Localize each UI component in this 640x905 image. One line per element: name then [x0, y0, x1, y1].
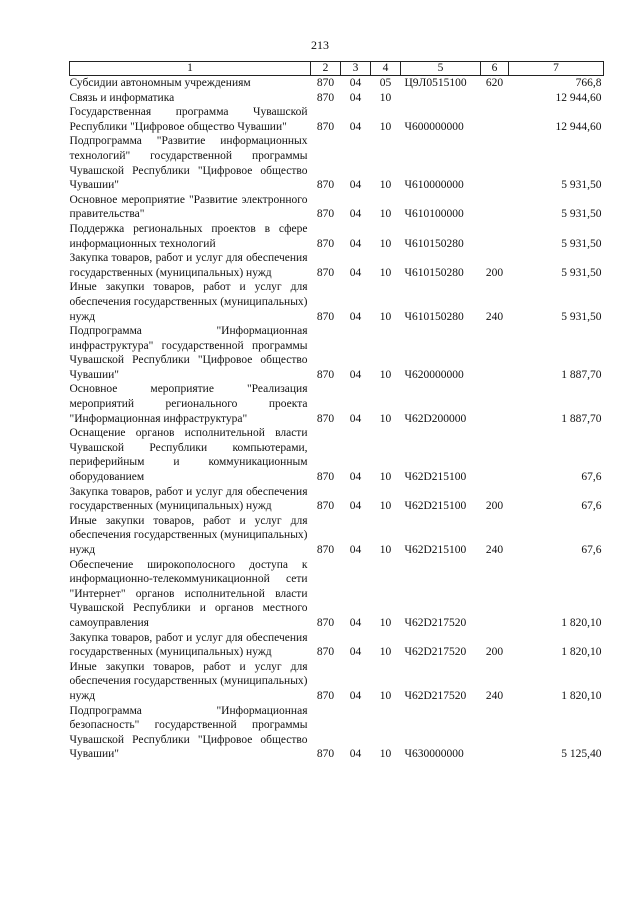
row-code-subsection: 10: [379, 310, 392, 323]
table-header: [70, 62, 604, 76]
row-code-target: Ч610000000: [404, 179, 464, 192]
row-code-target: Ч610100000: [404, 208, 464, 221]
row-name: Основное мероприятие "Развитие электронного правительства": [69, 193, 308, 221]
row-code-expense-type: 240: [485, 544, 504, 556]
row-amount: 1 820,10: [561, 616, 602, 629]
table-row: [70, 426, 604, 484]
row-code-ministry: 870: [316, 544, 335, 556]
row-code-ministry: 870: [316, 77, 335, 89]
row-amount: 5 931,50: [561, 310, 602, 323]
row-code-ministry: 870: [316, 471, 335, 484]
row-amount: 1 820,10: [561, 689, 602, 702]
row-code-expense-type: [481, 193, 509, 222]
row-name: Поддержка региональных проектов в сфере информационных технологий: [69, 222, 308, 250]
row-name: Обеспечение широкополосного доступа к информационно-телекоммуникационной сети "Интернет" органов исполнительной власти Чувашской Республики и органов местного самоуправления: [69, 558, 308, 629]
row-code-section: 04: [349, 208, 362, 221]
row-name: Связь и информатика: [69, 91, 175, 104]
row-code-expense-type: [481, 222, 509, 251]
row-amount: 5 931,50: [561, 208, 602, 221]
row-code-expense-type: [481, 704, 509, 762]
row-code-expense-type: [481, 91, 509, 106]
row-code-subsection: 10: [379, 471, 392, 484]
row-code-ministry: 870: [316, 266, 335, 279]
row-code-section: 04: [349, 266, 362, 279]
row-code-target: [401, 91, 481, 106]
budget-table: [69, 61, 604, 762]
row-name: Закупка товаров, работ и услуг для обеспечения государственных (муниципальных) нужд: [69, 252, 308, 279]
row-code-expense-type: [481, 134, 509, 192]
row-code-section: 04: [349, 412, 362, 425]
table-row: [70, 134, 604, 192]
table-row: [70, 382, 604, 426]
table-row: [70, 660, 604, 704]
row-code-subsection: 10: [379, 500, 392, 513]
row-amount: 67,6: [581, 500, 602, 513]
row-amount: 67,6: [581, 544, 602, 556]
row-code-expense-type: [481, 426, 509, 484]
row-amount: 5 931,50: [561, 179, 602, 192]
row-code-subsection: 10: [379, 91, 392, 104]
row-code-subsection: 10: [379, 646, 392, 659]
row-code-section: 04: [349, 616, 362, 629]
table-row: [70, 222, 604, 251]
row-code-expense-type: [481, 324, 509, 382]
row-code-section: 04: [349, 91, 362, 104]
row-code-expense-type: 200: [485, 266, 504, 279]
row-code-ministry: 870: [316, 616, 335, 629]
page-number: 213: [311, 38, 329, 52]
row-code-ministry: 870: [316, 646, 335, 659]
table-row: [70, 514, 604, 558]
row-amount: 12 944,60: [555, 120, 602, 133]
row-code-section: 04: [349, 237, 362, 250]
row-code-target: Ч62D217520: [404, 616, 467, 629]
row-amount: 5 931,50: [561, 266, 602, 279]
row-name: Закупка товаров, работ и услуг для обеспечения государственных (муниципальных) нужд: [69, 631, 308, 659]
row-code-expense-type: [481, 558, 509, 631]
row-code-target: Ч610150280: [404, 266, 464, 279]
row-code-target: Ч62D215100: [404, 471, 467, 484]
row-code-section: 04: [349, 500, 362, 513]
row-code-section: 04: [349, 471, 362, 484]
row-code-subsection: 10: [379, 266, 392, 279]
row-code-ministry: 870: [316, 689, 335, 702]
row-code-section: 04: [349, 310, 362, 323]
row-code-target: Ч620000000: [404, 368, 464, 381]
row-name: Подпрограмма "Информационная инфраструктура" государственной программы Чувашской Республики "Цифровое общество Чувашии": [69, 325, 308, 381]
row-code-section: 04: [349, 544, 362, 556]
header-col-5: 5: [401, 62, 481, 76]
row-name: Субсидии автономным учреждениям: [69, 77, 251, 89]
table-row: [70, 251, 604, 280]
row-code-ministry: 870: [316, 748, 335, 761]
row-code-ministry: 870: [316, 500, 335, 513]
row-code-ministry: 870: [316, 91, 335, 104]
row-code-ministry: 870: [316, 237, 335, 250]
row-code-ministry: 870: [316, 179, 335, 192]
row-name: Государственная программа Чувашской Республики "Цифровое общество Чувашии": [69, 106, 308, 133]
row-amount: 67,6: [581, 471, 602, 484]
row-code-target: Ч630000000: [404, 748, 464, 761]
row-code-expense-type: 240: [485, 689, 504, 702]
row-amount: 1 887,70: [561, 412, 602, 425]
header-col-7: 7: [509, 62, 604, 76]
row-amount: 12 944,60: [555, 91, 602, 104]
row-code-subsection: 10: [379, 689, 392, 702]
row-name: Оснащение органов исполнительной власти Чувашской Республики компьютерами, периферийным и коммуникационным оборудованием: [69, 427, 308, 484]
header-col-3: 3: [341, 62, 371, 76]
row-code-subsection: 05: [379, 77, 392, 89]
row-code-target: Ч62D217520: [404, 646, 467, 659]
row-name: Закупка товаров, работ и услуг для обеспечения государственных (муниципальных) нужд: [69, 485, 308, 513]
row-code-target: Ч62D200000: [404, 412, 467, 425]
row-code-ministry: 870: [316, 368, 335, 381]
row-code-target: Ч62D215100: [404, 500, 467, 513]
row-code-expense-type: [481, 105, 509, 134]
row-code-subsection: 10: [379, 208, 392, 221]
row-code-ministry: 870: [316, 412, 335, 425]
row-code-expense-type: 240: [485, 310, 504, 323]
row-code-section: 04: [349, 689, 362, 702]
row-code-target: Ч62D215100: [404, 544, 467, 556]
table-row: [70, 324, 604, 382]
row-code-subsection: 10: [379, 120, 392, 133]
table-row: [70, 704, 604, 762]
row-code-ministry: 870: [316, 208, 335, 221]
row-code-expense-type: 620: [485, 77, 504, 89]
table-row: [70, 280, 604, 324]
header-col-1: 1: [70, 62, 311, 76]
row-code-ministry: 870: [316, 120, 335, 133]
table-row: [70, 631, 604, 660]
row-name: Иные закупки товаров, работ и услуг для обеспечения государственных (муниципальных) нужд: [69, 660, 308, 702]
row-amount: 766,8: [575, 77, 602, 89]
row-code-ministry: 870: [316, 310, 335, 323]
table-row: [70, 76, 604, 91]
table-row: [70, 105, 604, 134]
row-code-target: Ч600000000: [404, 120, 464, 133]
row-name: Иные закупки товаров, работ и услуг для обеспечения государственных (муниципальных) нужд: [69, 281, 308, 323]
table-row: [70, 91, 604, 106]
row-code-section: 04: [349, 368, 362, 381]
row-code-section: 04: [349, 748, 362, 761]
row-name: Подпрограмма "Информационная безопасность" государственной программы Чувашской Республики "Цифровое общество Чувашии": [69, 704, 308, 761]
table-row: [70, 558, 604, 631]
header-col-2: 2: [311, 62, 341, 76]
header-col-6: 6: [481, 62, 509, 76]
row-code-subsection: 10: [379, 616, 392, 629]
header-row: [70, 62, 604, 76]
header-col-4: 4: [371, 62, 401, 76]
row-name: Основное мероприятие "Реализация мероприятий регионального проекта "Информационная инфраструктура": [69, 383, 308, 425]
row-code-section: 04: [349, 120, 362, 133]
row-code-subsection: 10: [379, 748, 392, 761]
row-amount: 5 125,40: [561, 748, 602, 761]
row-code-target: Ч610150280: [404, 310, 464, 323]
table-row: [70, 485, 604, 514]
row-code-target: Ч62D217520: [404, 689, 467, 702]
budget-table-container: [69, 61, 603, 762]
row-code-section: 04: [349, 77, 362, 89]
row-code-target: Ц9Л0515100: [404, 77, 467, 89]
row-code-subsection: 10: [379, 179, 392, 192]
table-row: [70, 193, 604, 222]
table-body: [70, 76, 604, 762]
row-name: Подпрограмма "Развитие информационных технологий" государственной программы Чувашской Республики "Цифровое общество Чувашии": [69, 135, 308, 192]
row-code-subsection: 10: [379, 544, 392, 556]
row-code-expense-type: [481, 382, 509, 426]
row-code-expense-type: 200: [485, 646, 504, 659]
row-code-section: 04: [349, 646, 362, 659]
row-code-subsection: 10: [379, 412, 392, 425]
row-code-section: 04: [349, 179, 362, 192]
row-name: Иные закупки товаров, работ и услуг для обеспечения государственных (муниципальных) нужд: [69, 514, 308, 556]
row-code-subsection: 10: [379, 237, 392, 250]
row-code-target: Ч610150280: [404, 237, 464, 250]
row-amount: 5 931,50: [561, 237, 602, 250]
row-code-expense-type: 200: [485, 500, 504, 513]
row-amount: 1 887,70: [561, 368, 602, 381]
row-amount: 1 820,10: [561, 646, 602, 659]
row-code-subsection: 10: [379, 368, 392, 381]
